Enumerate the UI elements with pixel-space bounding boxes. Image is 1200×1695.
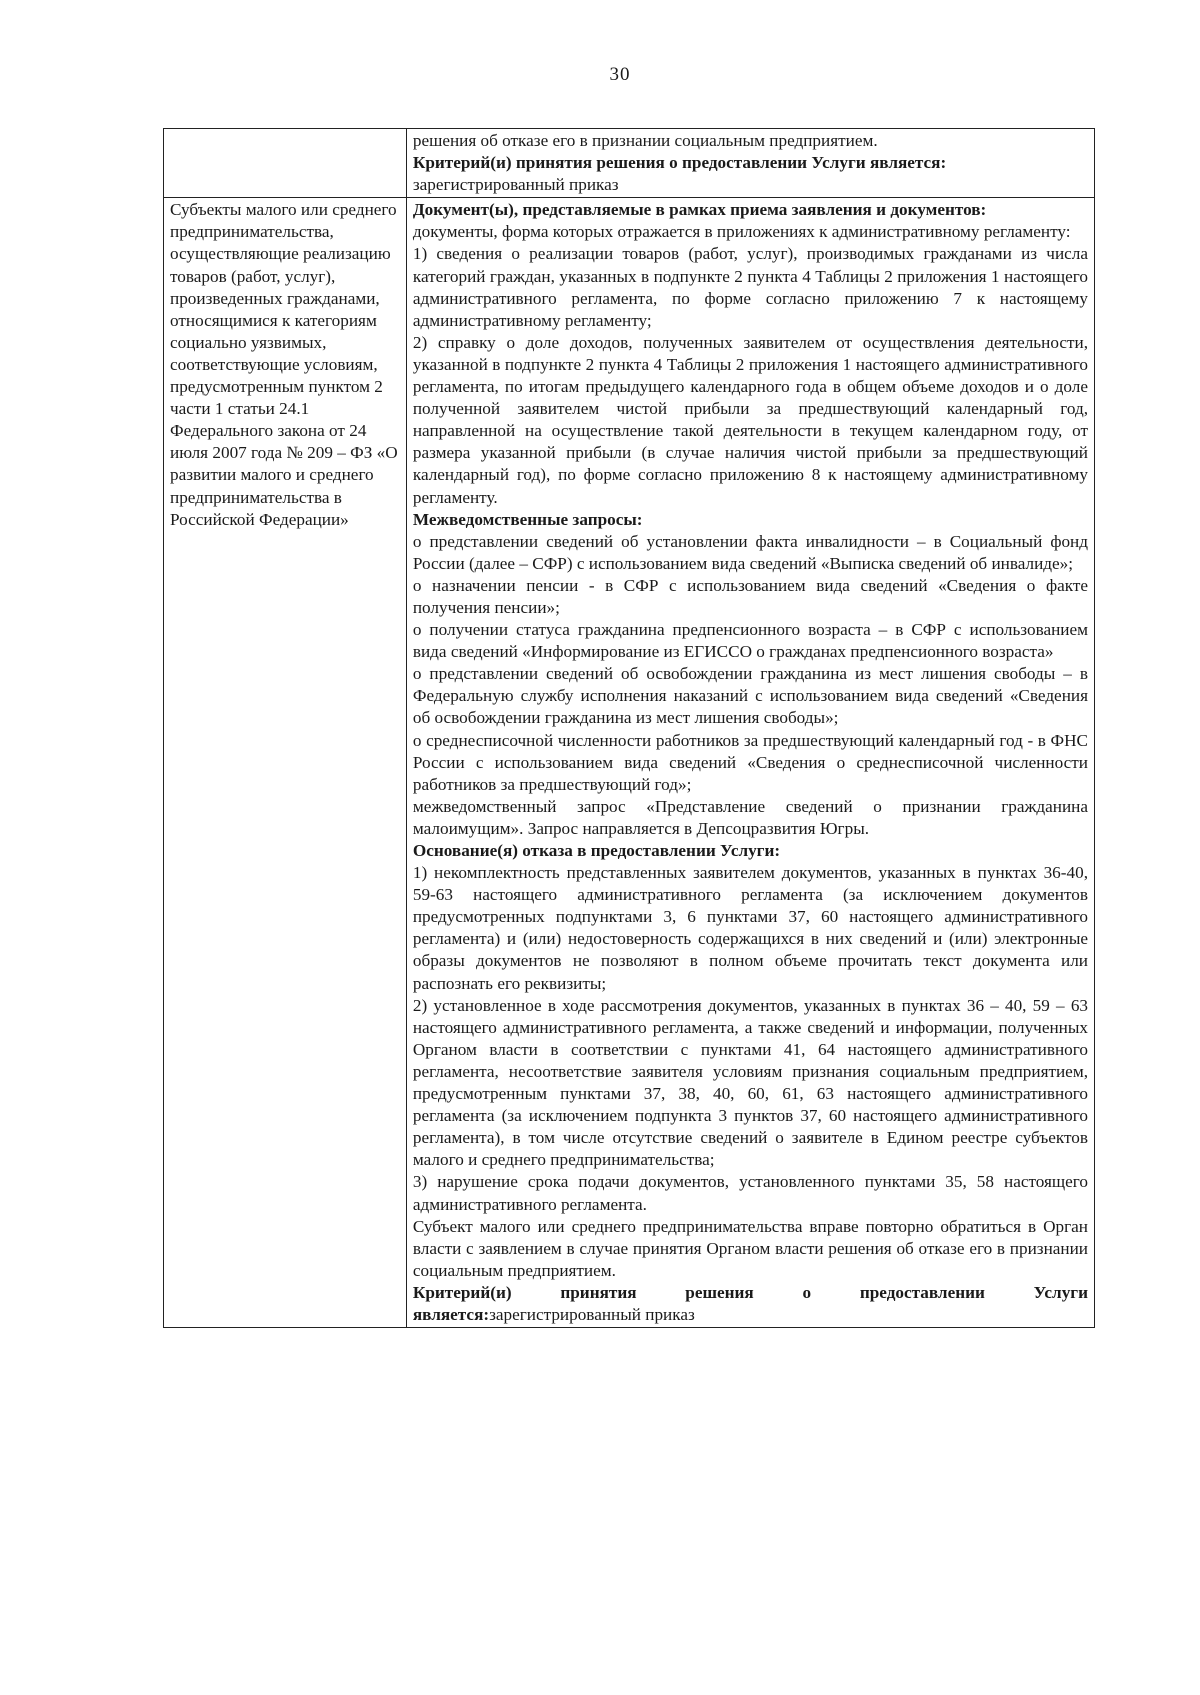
regulation-table — [163, 128, 1095, 1328]
content-cell — [406, 198, 1094, 1328]
resubmission-note: Субъект малого или среднего предпринимательства вправе повторно обратиться в Орган власти с заявлением в случае принятия Органом власти решения об отказе его в признании социальным предприятием. — [412, 1216, 1088, 1280]
request-item: межведомственный запрос «Представление сведений о признании гражданина малоимущим». Запрос направляется в Депсоцразвития Югры. — [412, 796, 1088, 838]
applicant-category: Субъекты малого или среднего предпринимательства, осуществляющие реализацию товаров (работ, услуг), произведенных гражданами, относящимися к категориям социально уязвимых, соответствующие условиям, предусмотренным пунктом 2 части 1 статьи 24.1 Федерального закона от 24 июля 2007 года № 209 – ФЗ «О развитии малого и среднего предпринимательства в Российской Федерации» — [170, 200, 398, 529]
requests-heading: Межведомственные запросы: — [412, 509, 643, 529]
documents-heading: Документ(ы), представляемые в рамках приема заявления и документов: — [412, 200, 987, 220]
criteria-heading: Критерий(и) принятия решения о предоставлении Услуги является: — [412, 1282, 1088, 1324]
subject-cell — [164, 198, 407, 1328]
page-number: 30 — [609, 64, 631, 85]
refusal-continuation: решения об отказе его в признании социальным предприятием. — [412, 131, 878, 150]
request-item: о представлении сведений об установлении факта инвалидности – в Социальный фонд России (далее – СФР) с использованием вида сведений «Выписка сведений об инвалиде»; — [412, 531, 1088, 573]
request-item: о получении статуса гражданина предпенсионного возраста – в СФР с использованием вида сведений «Информирование из ЕГИССО о гражданах предпенсионного возраста» — [412, 620, 1088, 662]
documents-intro: документы, форма которых отражается в приложениях к административному регламенту: — [412, 222, 1071, 242]
document-item: 1) сведения о реализации товаров (работ, услуг), производимых гражданами из числа категорий граждан, указанных в подпункте 2 пункта 4 Таблицы 2 приложения 1 настоящего административного регламента, по форме согласно приложению 7 к настоящему административному регламенту; — [412, 244, 1088, 330]
refusal-heading: Основание(я) отказа в предоставлении Услуги: — [412, 841, 781, 860]
criteria-paragraph — [413, 1282, 1088, 1326]
refusal-item: 1) некомплектность представленных заявителем документов, указанных в пунктах 36-40, 59-63 настоящего административного регламента (за исключением документов предусмотренных подпунктами 3, 6 пунктами 37, 60 настоящего административного регламента) и (или) недостоверность содержащихся в них сведений и (или) электронные образы документов не позволяют в полном объеме прочитать текст документа или распознать его реквизиты; — [412, 863, 1088, 993]
request-item: о представлении сведений об освобождении гражданина из мест лишения свободы – в Федеральную службу исполнения наказаний с использованием вида сведений «Сведения об освобождении гражданина из мест лишения свободы»; — [412, 664, 1088, 728]
criteria-heading: Критерий(и) принятия решения о предоставлении Услуги является: — [412, 153, 947, 173]
criteria-value: зарегистрированный приказ — [412, 175, 619, 195]
subject-cell-empty — [164, 129, 407, 198]
request-item: о среднесписочной численности работников за предшествующий календарный год - в ФНС России с использованием вида сведений «Сведения о среднесписочной численности работников за предшествующий год»; — [412, 730, 1088, 794]
criteria-value: зарегистрированный приказ — [489, 1304, 695, 1324]
table-row — [164, 129, 1095, 198]
refusal-item: 3) нарушение срока подачи документов, установленного пунктами 35, 58 настоящего административного регламента. — [412, 1172, 1088, 1214]
document-item: 2) справку о доле доходов, полученных заявителем от осуществления деятельности, указанной в подпункте 2 пункта 4 Таблицы 2 приложения 1 настоящего административного регламента, по итогам предыдущего календарного года в общем объеме доходов и о доле полученной заявителем чистой прибыли за предшествующий календарный год, направленной на осуществление такой деятельности в текущем календарном году, от размера указанной прибыли (в случае наличия чистой прибыли за предшествующий календарный год), по форме согласно приложению 8 к настоящему административному регламенту. — [412, 332, 1088, 507]
content-cell — [406, 129, 1094, 198]
request-item: о назначении пенсии - в СФР с использованием вида сведений «Сведения о факте получения пенсии»; — [412, 575, 1088, 617]
table-row — [164, 198, 1095, 1328]
refusal-item: 2) установленное в ходе рассмотрения документов, указанных в пунктах 36 – 40, 59 – 63 настоящего административного регламента, а также сведений и информации, полученных Органом власти в соответствии с пунктами 41, 64 настоящего административного регламента, несоответствие заявителя условиям признания социальным предприятием, предусмотренным пунктами 37, 38, 40, 60, 61, 63 настоящего административного регламента (за исключением подпункта 3 пунктов 37, 60 настоящего административного регламента), в том числе отсутствие сведений о заявителе в Едином реестре субъектов малого и среднего предпринимательства; — [412, 995, 1088, 1170]
